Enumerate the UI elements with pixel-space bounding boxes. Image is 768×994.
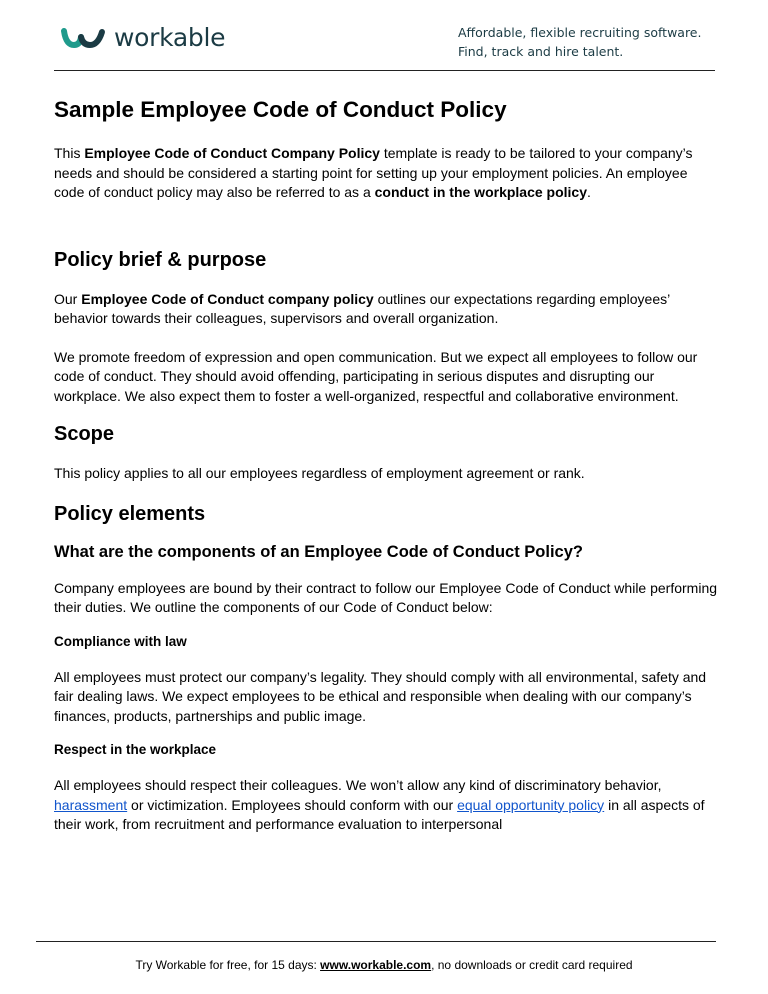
policy-brief-paragraph-2: We promote freedom of expression and open communication. But we expect all employees to follow our code of conduct. They should avoid offending, participating in serious disputes and disrupting our workplace. We also expect them to foster a well-organized, respectful and collaborative environment.: [54, 348, 698, 404]
page-header: [0, 0, 768, 72]
logo-wordmark: workable: [114, 23, 226, 52]
policy-brief-paragraph-1: Our Employee Code of Conduct company policy outlines our expectations regarding employees’ behavior towards their colleagues, supervisors and overall organization.: [54, 290, 670, 326]
policy-elements-paragraph: Company employees are bound by their contract to follow our Employee Code of Conduct while performing their duties. We outline the components of our Code of Conduct below:: [54, 579, 718, 615]
policy-brief-bold-name: Employee Code of Conduct company policy: [81, 290, 374, 307]
workable-logo-icon: [60, 24, 108, 52]
respect-paragraph: All employees should respect their colleagues. We won’t allow any kind of discriminatory behavior, harassment or victimization. Employees should conform with our equal opportunity policy in all aspects of their work, from recruitment and performance evaluation to interpersonal: [54, 777, 705, 832]
compliance-paragraph: All employees must protect our company’s legality. They should comply with all environmental, safety and fair dealing laws. We expect employees to be ethical and responsible when dealing with our company’s finances, products, partnerships and public image.: [54, 668, 707, 724]
heading-policy-brief: Policy brief & purpose: [54, 248, 267, 271]
page-footer: Try Workable for free, for 15 days: www.workable.com, no downloads or credit card required: [135, 958, 633, 972]
heading-compliance-with-law: Compliance with law: [54, 633, 187, 649]
workable-logo[interactable]: [60, 24, 225, 52]
heading-respect-in-workplace: Respect in the workplace: [54, 742, 217, 757]
equal-opportunity-policy-link[interactable]: equal opportunity policy: [457, 796, 605, 813]
tagline-line-2: Find, track and hire talent.: [458, 44, 624, 59]
intro-bold-alt-name: conduct in the workplace policy: [374, 184, 587, 200]
harassment-link[interactable]: harassment: [54, 796, 128, 813]
header-divider: [54, 70, 715, 71]
scope-paragraph: This policy applies to all our employees regardless of employment agreement or rank.: [54, 465, 585, 481]
subheading-components: What are the components of an Employee Code of Conduct Policy?: [54, 542, 583, 561]
page-title: Sample Employee Code of Conduct Policy: [54, 97, 507, 122]
heading-policy-elements: Policy elements: [54, 502, 206, 525]
intro-paragraph: This Employee Code of Conduct Company Policy template is ready to be tailored to your company’s needs and should be considered a starting point for setting up your employment policies. An employee code of conduct policy may also be referred to as a conduct in the workplace policy.: [54, 145, 693, 200]
intro-bold-policy-name: Employee Code of Conduct Company Policy: [84, 145, 380, 161]
heading-scope: Scope: [54, 423, 115, 445]
header-tagline: [458, 23, 748, 61]
footer-divider: [36, 941, 716, 942]
workable-website-link[interactable]: www.workable.com: [320, 958, 432, 972]
document-body: [54, 96, 718, 835]
tagline-line-1: Affordable, flexible recruiting software.: [458, 25, 702, 40]
